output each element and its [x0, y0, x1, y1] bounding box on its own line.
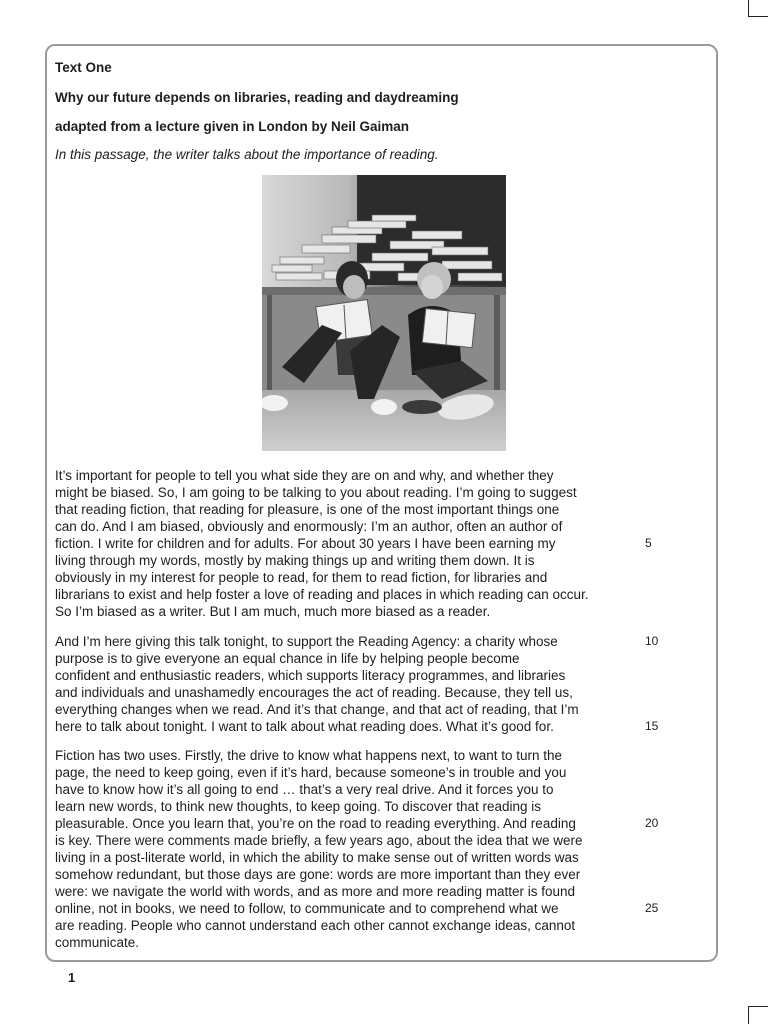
- passage-title: Why our future depends on libraries, reading and daydreaming: [55, 90, 459, 105]
- paragraph-line: learn new words, to think new thoughts, to keep going. To discover that reading is: [55, 799, 542, 814]
- line-number: 10: [645, 634, 659, 648]
- paragraph-line: that reading fiction, that reading for pleasure, is one of the most important things one: [55, 502, 560, 517]
- crop-mark: [748, 1006, 749, 1024]
- passage-intro: In this passage, the writer talks about the importance of reading.: [55, 147, 439, 162]
- paragraph-line: living through my words, mostly by making things up and writing them down. It is: [55, 553, 535, 568]
- line-number: 25: [645, 901, 659, 915]
- crop-mark: [748, 16, 768, 17]
- paragraph-line: fiction. I write for children and for adults. For about 30 years I have been earning my: [55, 536, 556, 551]
- paragraph-line: is key. There were comments made briefly, a few years ago, about the idea that we were: [55, 833, 583, 848]
- paragraph-line: can do. And I am biased, obviously and enormously: I’m an author, often an author of: [55, 519, 563, 534]
- paragraph-line: communicate.: [55, 935, 140, 950]
- text-label: Text One: [55, 60, 112, 75]
- line-number: 20: [645, 816, 659, 830]
- reading-photo: [262, 175, 506, 451]
- paragraph-line: everything changes when we read. And it’s that change, and that act of reading, that I’m: [55, 702, 579, 717]
- paragraph-line: living in a post-literate world, in which the ability to make sense out of written words was: [55, 850, 579, 865]
- paragraph-line: pleasurable. Once you learn that, you’re on the road to reading everything. And reading: [55, 816, 576, 831]
- line-number: 5: [645, 536, 652, 550]
- paragraph-line: It’s important for people to tell you what side they are on and why, and whether they: [55, 468, 554, 483]
- paragraph-line: might be biased. So, I am going to be talking to you about reading. I’m going to suggest: [55, 485, 577, 500]
- paragraph-line: And I’m here giving this talk tonight, to support the Reading Agency: a charity whose: [55, 634, 558, 649]
- paragraph-line: online, not in books, we need to follow, to communicate and to comprehend what we: [55, 901, 559, 916]
- line-number: 15: [645, 719, 659, 733]
- paragraph-line: purpose is to give everyone an equal chance in life by helping people become: [55, 651, 520, 666]
- crop-mark: [748, 1006, 768, 1007]
- paragraph-line: librarians to exist and help foster a love of reading and places in which reading can occur.: [55, 587, 589, 602]
- paragraph-3: [55, 747, 645, 951]
- paragraph-line: So I’m biased as a writer. But I am much, much more biased as a reader.: [55, 604, 491, 619]
- passage-source: adapted from a lecture given in London by Neil Gaiman: [55, 119, 410, 134]
- paragraph-line: were: we navigate the world with words, and as more and more reading matter is found: [55, 884, 576, 899]
- paragraph-line: confident and enthusiastic readers, which supports literacy programmes, and libraries: [55, 668, 566, 683]
- paragraph-line: obviously in my interest for people to read, for them to read fiction, for libraries and: [55, 570, 548, 585]
- paragraph-line: have to know how it’s all going to end … that’s a very real drive. And it forces you to: [55, 782, 554, 797]
- paragraph-line: here to talk about tonight. I want to talk about what reading does. What it’s good for.: [55, 719, 554, 734]
- paragraph-line: page, the need to keep going, even if it’s hard, because someone’s in trouble and you: [55, 765, 567, 780]
- paragraph-1: [55, 467, 645, 620]
- paragraph-line: are reading. People who cannot understand each other cannot exchange ideas, cannot: [55, 918, 576, 933]
- paragraph-2: [55, 633, 645, 735]
- crop-mark: [748, 0, 749, 16]
- paragraph-line: and individuals and unashamedly encourages the act of reading. Because, they tell us,: [55, 685, 573, 700]
- page-number: 1: [68, 970, 76, 985]
- paragraph-line: Fiction has two uses. Firstly, the drive to know what happens next, to want to turn the: [55, 748, 563, 763]
- paragraph-line: somehow redundant, but those days are gone: words are more important than they ever: [55, 867, 581, 882]
